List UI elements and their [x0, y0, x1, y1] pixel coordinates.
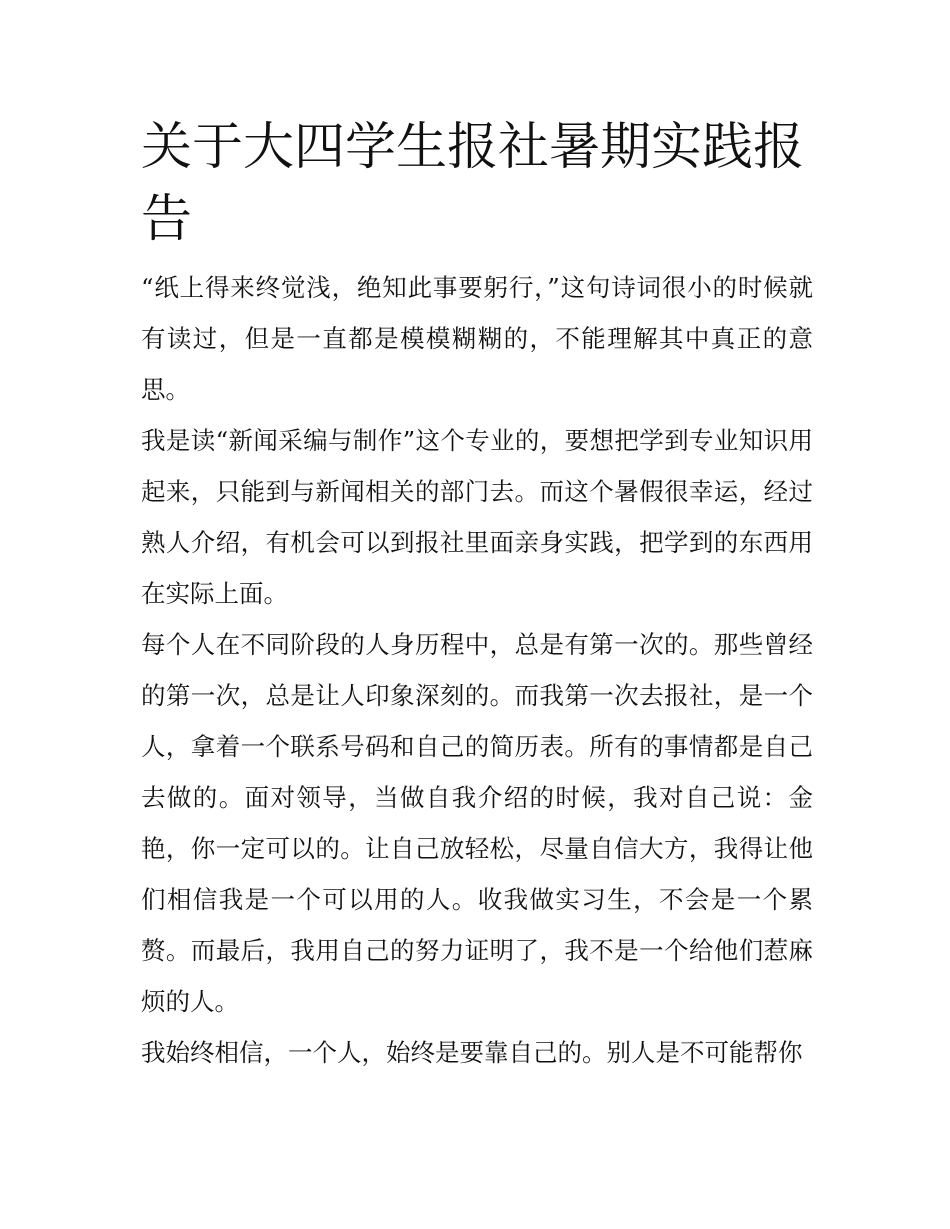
paragraph-1: “纸上得来终觉浅，绝知此事要躬行，”这句诗词很小的时候就有读过，但是一直都是模模糊糊的，不能理解其中真正的意思。 — [141, 273, 813, 404]
document-body — [141, 112, 813, 1078]
paragraph-2: 我是读“新闻采编与制作”这个专业的，要想把学到专业知识用起来，只能到与新闻相关的部门去。而这个暑假很幸运，经过熟人介绍，有机会可以到报社里面亲身实践，把学到的东西用在实际上面。 — [141, 426, 813, 608]
page-title: 关于大四学生报社暑期实践报告 — [141, 118, 805, 249]
paragraph-4: 我始终相信，一个人，始终是要靠自己的。别人是不可能帮你 — [141, 1038, 803, 1067]
paragraph-3: 每个人在不同阶段的人身历程中，总是有第一次的。那些曾经的第一次，总是让人印象深刻的。而我第一次去报社，是一个人，拿着一个联系号码和自己的简历表。所有的事情都是自己去做的。面对领导，当做自我介绍的时候，我对自己说：金艳，你一定可以的。让自己放轻松，尽量自信大方，我得让他们相信我是一个可以用的人。收我做实习生，不会是一个累赘。而最后，我用自己的努力证明了，我不是一个给他们惹麻烦的人。 — [141, 630, 813, 1016]
